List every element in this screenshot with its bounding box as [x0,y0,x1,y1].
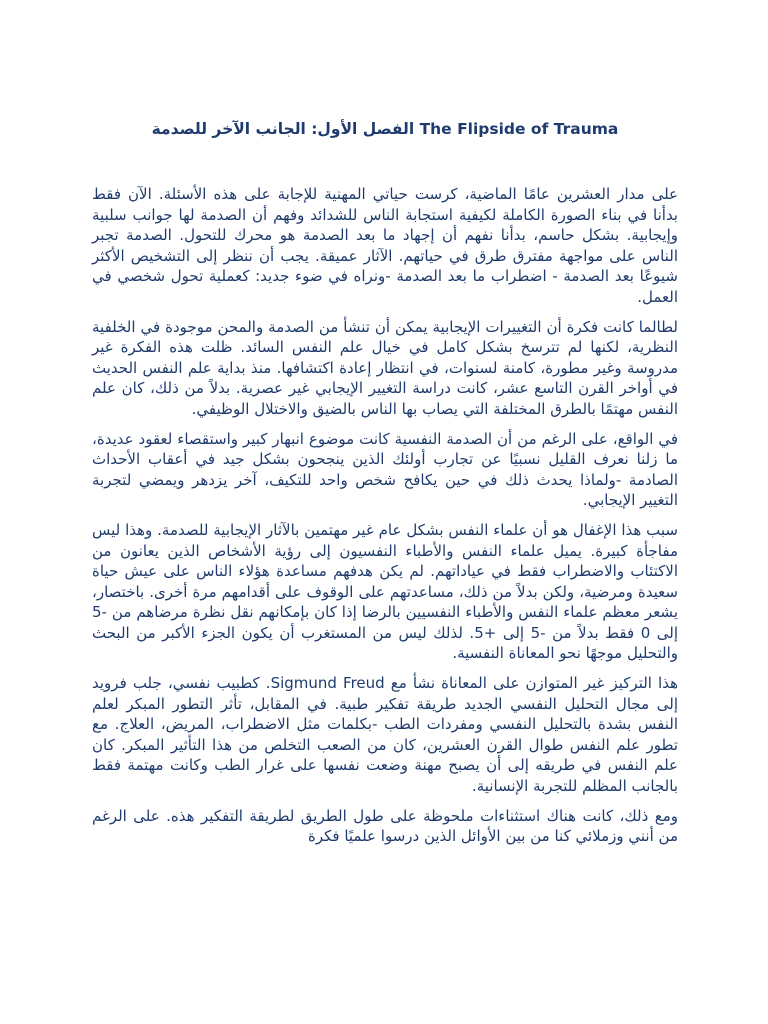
paragraph-1: على مدار العشرين عامًا الماضية، كرست حياتي المهنية للإجابة على هذه الأسئلة. الآن فقط بدأنا في بناء الصورة الكاملة لكيفية استجابة الناس للشدائد وفهم أن الصدمة لها جوانب سلبية وإيجابية. بشكل حاسم، بدأنا نفهم أن إجهاد ما بعد الصدمة هو محرك للتحول. الصدمة تجبر الناس على مواجهة مفترق طرق في حياتهم. الآثار عميقة. يجب أن ننظر إلى التشخيص الأكثر شيوعًا بعد الصدمة - اضطراب ما بعد الصدمة -ونراه في ضوء جديد: كعملية تحول شخصي في العمل. [92,185,678,306]
paragraph-3: في الواقع، على الرغم من أن الصدمة النفسية كانت موضوع انبهار كبير واستقصاء لعقود عديدة، ما زلنا نعرف القليل نسبيًا عن تجارب أولئك الذين ينجحون بشكل جيد في أعقاب الأحداث الصادمة -ولماذا يحدث ذلك في حين يكافح شخص واحد للتكيف، آخر يزدهر ويمضي لتجربة التغيير الإيجابي. [92,429,678,510]
paragraph-4: سبب هذا الإغفال هو أن علماء النفس بشكل عام غير مهتمين بالآثار الإيجابية للصدمة. وهذا ليس مفاجأة كبيرة. يميل علماء النفس والأطباء النفسيون إلى رؤية الأشخاص الذين يعانون من الاكتئاب والاضطراب فقط في عياداتهم. لم يكن هدفهم مساعدة هؤلاء الناس على عيش حياة سعيدة ومرضية، ولكن بدلاً من ذلك، مساعدتهم على الوقوف على أقدامهم مرة أخرى. باختصار، يشعر معظم علماء النفس والأطباء النفسيين بالرضا إذا كان بإمكانهم نقل نظرة مرضاهم من -5 إلى 0 فقط بدلاً من -5 إلى +5. لذلك ليس من المستغرب أن يكون الجزء الأكبر من البحث والتحليل موجهًا نحو المعاناة النفسية. [92,520,678,663]
paragraph-6: ومع ذلك، كانت هناك استثناءات ملحوظة على طول الطريق لطريقة التفكير هذه. على الرغم من أنني وزملائي كنا من بين الأوائل الذين درسوا علميًا فكرة [92,806,678,846]
chapter-title: الفصل الأول: الجانب الآخر للصدمة The Flipside of Trauma [151,120,619,138]
document-page [92,118,678,856]
paragraph-2: لطالما كانت فكرة أن التغييرات الإيجابية يمكن أن تنشأ من الصدمة والمحن موجودة في الخلفية النظرية، لكنها لم تترسخ بشكل كامل في خيال علم النفس السائد. ظلت هذه الفكرة غير مدروسة وغير مطورة، كامنة لسنوات، في انتظار إعادة اكتشافها. منذ بداية علم النفس الحديث في أواخر القرن التاسع عشر، كانت دراسة التغيير الإيجابي غير عصرية. بدلاً من ذلك، كان علم النفس مهتمًا بالطرق المختلفة التي يصاب بها الناس بالضيق والاختلال الوظيفي. [92,317,678,418]
paragraph-5: هذا التركيز غير المتوازن على المعاناة نشأ مع Sigmund Freud. كطبيب نفسي، جلب فرويد إلى مجال التحليل النفسي الجديد طريقة تفكير طبية. في المقابل، تأثر التطور المبكر لعلم النفس بشدة بالتحليل النفسي ومفردات الطب -بكلمات مثل الاضطراب، المريض، العلاج. مع تطور علم النفس طوال القرن العشرين، كان من الصعب التخلص من هذا التأثير المبكر. كان علم النفس في طريقه إلى أن يصبح مهنة وضعت نفسها على غرار الطب وكانت مهتمة فقط بالجانب المظلم للتجربة الإنسانية. [92,674,678,796]
